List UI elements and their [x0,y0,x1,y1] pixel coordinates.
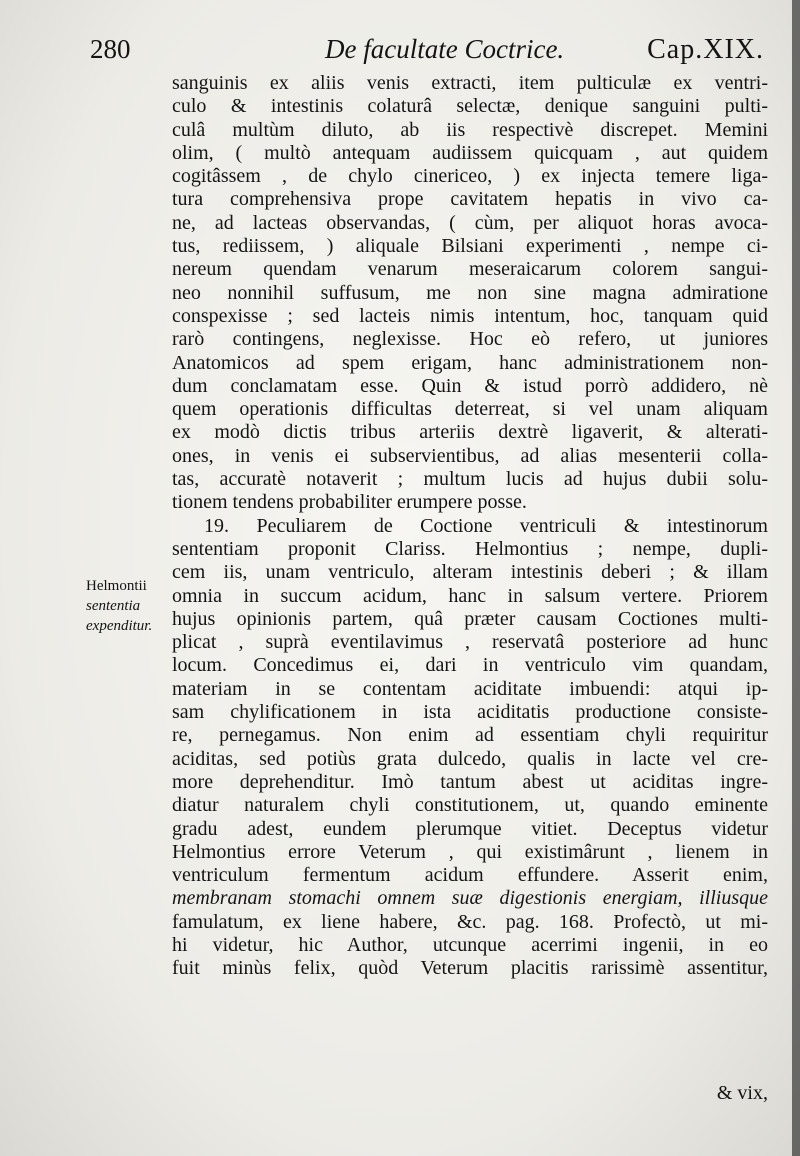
text-line: ne, ad lacteas observandas, ( cùm, per aliquot horas avoca- [172,211,768,234]
text-line: cem iis, unam ventriculo, alteram intestinis deberi ; & illam [172,561,768,584]
text-line: rarò contingens, neglexisse. Hoc eò refero, ut juniores [172,328,768,351]
text-line: conspexisse ; sed lacteis nimis intentum, hoc, tanquam quid [172,304,768,327]
text-line: omnia in succum acidum, hanc in salsum vertere. Priorem [172,584,768,607]
running-header [0,34,800,70]
text-line: ventriculum fermentum acidum effundere. Asserit enim, [172,864,768,887]
running-title: De facultate Coctrice. [325,34,565,64]
text-line: hi videtur, hic Author, utcunque acerrimi ingenii, in eo [172,933,768,956]
text-line: tionem tendens probabiliter erumpere posse. [172,491,527,514]
paragraph-start-line: 19. Peculiarem de Coctione ventriculi & intestinorum [204,514,768,537]
text-line: quem operationis difficultas deterreat, si vel unam aliquam [172,398,768,421]
text-line: cogitâssem , de chylo cinericeo, ) ex injecta temere liga- [172,165,768,188]
text-line: more deprehenditur. Imò tantum abest ut aciditas ingre- [172,770,768,793]
text-line: Anatomicos ad spem erigam, hanc administrationem non- [172,351,768,374]
text-line: materiam in se contentam aciditate imbuendi: atqui ip- [172,677,768,700]
body-text [172,72,768,981]
margin-note [86,576,172,636]
text-line: olim, ( multò antequam audiissem quicquam , aut quidem [172,141,768,164]
text-line: dum conclamatam esse. Quin & istud porrò addidero, nè [172,374,768,397]
text-line: tura comprehensiva prope cavitatem hepatis in vivo ca- [172,188,768,211]
margin-note-line: Helmontii [86,578,147,594]
text-line: aciditas, sed potiùs grata dulcedo, qualis in lacte vel cre- [172,747,768,770]
text-line: diatur naturalem chyli constitutionem, ut, quando eminente [172,794,768,817]
text-line: nereum quendam venarum meseraicarum colorem sangui- [172,258,768,281]
text-line: Helmontius errore Veterum , qui existimârunt , lienem in [172,840,768,863]
text-line: re, pernegamus. Non enim ad essentiam chyli requiritur [172,724,768,747]
text-line: famulatum, ex liene habere, &c. pag. 168. Profectò, ut mi- [172,910,768,933]
text-line: fuit minùs felix, quòd Veterum placitis rarissimè assentitur, [172,957,768,980]
text-line: gradu adest, eundem plerumque vitiet. Deceptus videtur [172,817,768,840]
catchword: & vix, [716,1082,768,1104]
text-line: sam chylificationem in ista aciditatis productione consiste- [172,701,768,724]
page-edge [792,0,800,1156]
text-line: sanguinis ex aliis venis extracti, item pulticulæ ex ventri- [172,72,768,94]
text-line: ones, in venis ei subservientibus, ad alias mesenterii colla- [172,444,768,467]
text-line: neo nonnihil suffusum, me non sine magna admiratione [172,281,768,304]
margin-note-line: sententia [86,598,141,614]
text-line: locum. Concedimus ei, dari in ventriculo vim quandam, [172,654,768,677]
text-line: sententiam proponit Clariss. Helmontius ; nempe, dupli- [172,537,768,560]
text-line: culâ multùm diluto, ab iis respectivè discrepet. Memini [172,118,768,141]
text-line: hujus opinionis partem, quâ præter causam Coctiones multi- [172,607,768,630]
text-line: culo & intestinis colaturâ selectæ, denique sanguini pulti- [172,95,768,118]
text-line: tas, accuratè notaverit ; multum lucis ad hujus dubii solu- [172,468,768,491]
text-line: membranam stomachi omnem suæ digestionis energiam, illiusque [172,887,768,910]
chapter-label: Cap.XIX. [647,34,764,65]
text-line: tus, rediissem, ) aliquale Bilsiani experimenti , nempe ci- [172,235,768,258]
margin-note-line: expenditur. [86,618,153,634]
text-line: plicat , suprà eventilavimus , reservatâ posteriore ad hunc [172,631,768,654]
text-line: ex modò dictis tribus arteriis dextrè ligaverit, & alterati- [172,421,768,444]
page-number: 280 [90,34,131,64]
